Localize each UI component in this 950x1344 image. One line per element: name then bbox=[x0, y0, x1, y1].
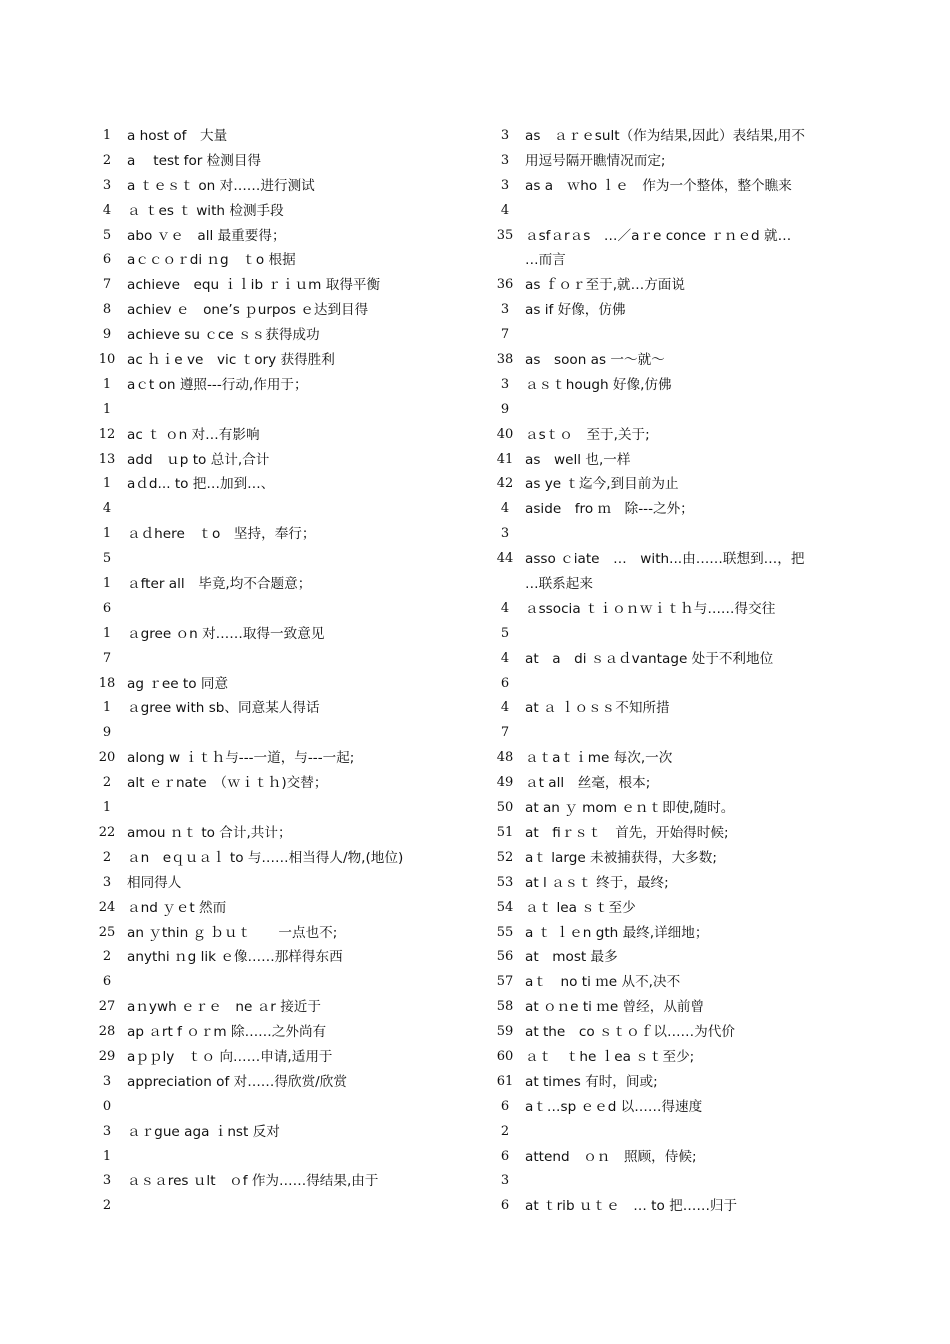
entry-number: 2 bbox=[102, 849, 112, 865]
entry-line bbox=[490, 796, 820, 821]
entry-number: 27 bbox=[98, 999, 116, 1015]
entry-number: 7 bbox=[102, 277, 112, 293]
entry-line bbox=[490, 597, 820, 622]
entry-number: 6 bbox=[102, 600, 112, 616]
entry-text: aｃt on 遵照---行动,作用于； bbox=[127, 376, 308, 393]
entry-line bbox=[490, 174, 820, 199]
entry-number: 24 bbox=[98, 899, 116, 915]
entry-text: ａｓａres ｕlt ｏf 作为……得结果,由于 bbox=[127, 1173, 379, 1190]
entry-text: ag ｒee to 同意 bbox=[127, 675, 229, 692]
entry-number: 48 bbox=[496, 750, 514, 766]
entry-text: at fiｒｓｔ 首先，开始得时候; bbox=[525, 824, 729, 841]
entry-line bbox=[490, 1169, 820, 1194]
entry-number: 59 bbox=[496, 1024, 514, 1040]
entry-number: 7 bbox=[500, 327, 510, 343]
entry-line bbox=[490, 522, 820, 547]
entry-text: at the co ｓｔｏｆ以……为代价 bbox=[525, 1024, 735, 1041]
entry-number: 36 bbox=[496, 277, 514, 293]
entry-number: 12 bbox=[98, 426, 116, 442]
entry-number: 3 bbox=[500, 302, 510, 318]
entry-text: ａfter all 毕竟,均不合题意； bbox=[127, 576, 312, 593]
entry-number: 3 bbox=[102, 177, 112, 193]
entry-line bbox=[490, 497, 820, 522]
entry-line bbox=[490, 547, 820, 572]
entry-text: ａｓｔhough 好像,仿佛 bbox=[525, 376, 672, 393]
entry-text: asso ｃiate … with...由……联想到…，把 bbox=[525, 551, 805, 568]
entry-number: 3 bbox=[500, 177, 510, 193]
entry-line bbox=[490, 1045, 820, 1070]
entry-number: 28 bbox=[98, 1024, 116, 1040]
entry-line bbox=[92, 248, 422, 273]
entry-number: 2 bbox=[500, 1123, 510, 1139]
entry-line bbox=[92, 622, 422, 647]
entry-number: 6 bbox=[500, 1098, 510, 1114]
entry-text: ａsｔｏ 至于,关于; bbox=[525, 426, 650, 443]
entry-line bbox=[92, 1145, 422, 1170]
entry-text: ａｒgue aga ｉnst 反对 bbox=[127, 1123, 280, 1140]
entry-number: 55 bbox=[496, 924, 514, 940]
entry-line bbox=[92, 597, 422, 622]
entry-text: ａｔ lea ｓｔ至少 bbox=[525, 899, 636, 916]
entry-line bbox=[490, 224, 820, 249]
entry-line bbox=[490, 622, 820, 647]
entry-number: 9 bbox=[102, 327, 112, 343]
entry-line bbox=[92, 348, 422, 373]
entry-line bbox=[92, 1169, 422, 1194]
entry-number: 25 bbox=[98, 924, 116, 940]
entry-number: 1 bbox=[102, 576, 112, 592]
entry-line bbox=[490, 721, 820, 746]
entry-number: 42 bbox=[496, 476, 514, 492]
entry-line bbox=[92, 1070, 422, 1095]
entry-number: 1 bbox=[102, 476, 112, 492]
entry-text: ac ｔ ｏn 对…有影响 bbox=[127, 426, 260, 443]
entry-text: at ｔrib ｕｔｅ … to 把……归于 bbox=[525, 1198, 738, 1215]
entry-line bbox=[490, 472, 820, 497]
entry-line bbox=[92, 423, 422, 448]
entry-line bbox=[92, 846, 422, 871]
entry-number: 3 bbox=[500, 376, 510, 392]
entry-text: ａgree ｏn 对……取得一致意见 bbox=[127, 625, 325, 642]
entry-line bbox=[92, 970, 422, 995]
entry-number: 4 bbox=[500, 600, 510, 616]
entry-number: 1 bbox=[102, 800, 112, 816]
entry-text: as soon as 一～就～ bbox=[525, 352, 665, 369]
entry-text: alt ｅｒnate （ｗｉｔｈ)交替； bbox=[127, 775, 328, 792]
entry-line bbox=[490, 273, 820, 298]
entry-number: 3 bbox=[500, 152, 510, 168]
entry-line bbox=[490, 398, 820, 423]
entry-number: 6 bbox=[102, 974, 112, 990]
entry-line bbox=[490, 199, 820, 224]
entry-number: 3 bbox=[102, 874, 112, 890]
entry-text: amou ｎｔ to 合计,共计； bbox=[127, 824, 292, 841]
entry-line bbox=[490, 248, 820, 273]
entry-number: 56 bbox=[496, 949, 514, 965]
entry-line bbox=[490, 821, 820, 846]
entry-line bbox=[92, 1095, 422, 1120]
entry-number: 4 bbox=[500, 650, 510, 666]
entry-line bbox=[92, 647, 422, 672]
entry-number: 5 bbox=[500, 625, 510, 641]
entry-line bbox=[490, 970, 820, 995]
entry-number: 8 bbox=[102, 302, 112, 318]
entry-number: 51 bbox=[496, 824, 514, 840]
entry-text: as a ｗho ｌｅ 作为一个整体，整个瞧来 bbox=[525, 177, 792, 194]
entry-number: 57 bbox=[496, 974, 514, 990]
entry-text: abo ｖｅ all 最重要得； bbox=[127, 227, 286, 244]
entry-text: aｃｃｏｒdi ｎg ｔo 根据 bbox=[127, 252, 296, 269]
entry-number: 4 bbox=[500, 202, 510, 218]
entry-text: appreciation of 对……得欣赏/欣赏 bbox=[127, 1073, 347, 1090]
entry-number: 10 bbox=[98, 352, 116, 368]
entry-line bbox=[92, 547, 422, 572]
entry-number: 35 bbox=[496, 227, 514, 243]
entry-number: 60 bbox=[496, 1048, 514, 1064]
entry-number: 2 bbox=[102, 775, 112, 791]
entry-text: ａnd ｙｅt 然而 bbox=[127, 899, 227, 916]
entry-line bbox=[92, 1120, 422, 1145]
entry-text: at a di ｓａｄvantage 处于不利地位 bbox=[525, 650, 774, 667]
entry-line bbox=[490, 448, 820, 473]
entry-line bbox=[92, 472, 422, 497]
entry-line bbox=[92, 896, 422, 921]
entry-line bbox=[92, 572, 422, 597]
entry-line bbox=[490, 647, 820, 672]
entry-number: 9 bbox=[102, 725, 112, 741]
entry-text: anythi ｎg lik ｅ像……那样得东西 bbox=[127, 949, 343, 966]
entry-number: 22 bbox=[98, 824, 116, 840]
entry-number: 6 bbox=[500, 675, 510, 691]
entry-text: ac ｈｉe ve vic ｔory 获得胜利 bbox=[127, 352, 335, 369]
entry-number: 7 bbox=[500, 725, 510, 741]
entry-text: achieve su ｃce ｓｓ获得成功 bbox=[127, 327, 320, 344]
entry-number: 1 bbox=[102, 128, 112, 143]
entry-number: 53 bbox=[496, 874, 514, 890]
entry-text: 相同得人 bbox=[127, 874, 182, 891]
entry-number: 3 bbox=[500, 1173, 510, 1189]
entry-number: 44 bbox=[496, 551, 514, 567]
entry-number: 50 bbox=[496, 800, 514, 816]
entry-number: 40 bbox=[496, 426, 514, 442]
entry-line bbox=[490, 348, 820, 373]
entry-line bbox=[490, 871, 820, 896]
entry-text: a test for 检测目得 bbox=[127, 152, 262, 169]
entry-line bbox=[92, 796, 422, 821]
entry-number: 6 bbox=[500, 1148, 510, 1164]
entry-line bbox=[490, 921, 820, 946]
entry-line bbox=[92, 995, 422, 1020]
entry-line bbox=[490, 771, 820, 796]
entry-number: 29 bbox=[98, 1048, 116, 1064]
entry-number: 2 bbox=[102, 152, 112, 168]
entry-line bbox=[490, 1020, 820, 1045]
entry-number: 52 bbox=[496, 849, 514, 865]
entry-line bbox=[490, 124, 820, 149]
entry-text: ap ａrt f ｏｒm 除……之外尚有 bbox=[127, 1024, 327, 1041]
entry-number: 6 bbox=[500, 1198, 510, 1214]
entry-number: 1 bbox=[102, 1148, 112, 1164]
entry-text: as ye ｔ迄今,到目前为止 bbox=[525, 476, 679, 493]
entry-text: attend ｏｎ 照顾，侍候; bbox=[525, 1148, 697, 1165]
entry-number: 2 bbox=[102, 949, 112, 965]
entry-line bbox=[92, 149, 422, 174]
entry-number: 6 bbox=[102, 252, 112, 268]
right-column bbox=[490, 124, 820, 1219]
entry-text: as if 好像，仿佛 bbox=[525, 302, 626, 319]
entry-text: aｔ large 未被捕获得，大多数; bbox=[525, 849, 717, 866]
entry-text: at most 最多 bbox=[525, 949, 618, 966]
entry-line bbox=[490, 1120, 820, 1145]
entry-line bbox=[490, 373, 820, 398]
entry-number: 13 bbox=[98, 451, 116, 467]
entry-line bbox=[92, 746, 422, 771]
entry-number: 5 bbox=[102, 551, 112, 567]
entry-text: ａsfａrａs …／aｒe conce ｒｎｅd 就… bbox=[525, 227, 792, 244]
entry-line bbox=[490, 746, 820, 771]
entry-text: ａssocia ｔｉｏｎｗｉｔｈ与……得交往 bbox=[525, 600, 776, 617]
entry-line bbox=[92, 323, 422, 348]
entry-number: 4 bbox=[500, 700, 510, 716]
entry-text: ａt all 丝毫，根本; bbox=[525, 775, 651, 792]
entry-text: at ａ ｌｏｓｓ不知所措 bbox=[525, 700, 670, 717]
entry-line bbox=[92, 721, 422, 746]
entry-line bbox=[490, 672, 820, 697]
entry-number: 38 bbox=[496, 352, 514, 368]
entry-number: 3 bbox=[102, 1123, 112, 1139]
entry-text: along w ｉｔｈ与---一道，与---一起; bbox=[127, 750, 355, 767]
entry-number: 3 bbox=[102, 1173, 112, 1189]
entry-number: 20 bbox=[98, 750, 116, 766]
entry-line bbox=[92, 672, 422, 697]
entry-line bbox=[92, 298, 422, 323]
entry-number: 1 bbox=[102, 401, 112, 417]
entry-text: achiev ｅ one’s ｐurpos ｅ达到目得 bbox=[127, 302, 369, 319]
entry-number: 4 bbox=[500, 501, 510, 517]
entry-line bbox=[92, 945, 422, 970]
entry-number: 1 bbox=[102, 526, 112, 542]
entry-number: 54 bbox=[496, 899, 514, 915]
entry-text: a ｔ ｌｅn gth 最终,详细地； bbox=[525, 924, 709, 941]
entry-text: achieve equ ｉｌib ｒｉｕm 取得平衡 bbox=[127, 277, 381, 294]
entry-number: 4 bbox=[102, 202, 112, 218]
entry-line bbox=[490, 1095, 820, 1120]
entry-number: 4 bbox=[102, 501, 112, 517]
entry-text: …而言 bbox=[525, 252, 566, 269]
entry-line bbox=[92, 199, 422, 224]
entry-text: ａ ｔes ｔ with 检测手段 bbox=[127, 202, 284, 219]
entry-text: as ｆｏｒ至于,就…方面说 bbox=[525, 277, 685, 294]
entry-text: an ｙthin ｇ ｂｕｔ 一点也不; bbox=[127, 924, 338, 941]
entry-text: at times 有时，间或; bbox=[525, 1073, 658, 1090]
entry-text: at an ｙ mom ｅｎｔ即使,随时。 bbox=[525, 800, 735, 817]
entry-number: 41 bbox=[496, 451, 514, 467]
entry-line bbox=[490, 1194, 820, 1219]
entry-number: 2 bbox=[102, 1198, 112, 1214]
entry-line bbox=[490, 696, 820, 721]
entry-line bbox=[92, 821, 422, 846]
entry-text: add ｕp to 总计,合计 bbox=[127, 451, 270, 468]
entry-line bbox=[92, 696, 422, 721]
entry-text: ａgree with sb、同意某人得话 bbox=[127, 700, 320, 717]
entry-line bbox=[490, 995, 820, 1020]
entry-line bbox=[490, 323, 820, 348]
entry-text: a ｔｅｓｔ on 对……进行测试 bbox=[127, 177, 315, 194]
entry-text: aside fro ｍ 除---之外； bbox=[525, 501, 694, 518]
entry-number: 18 bbox=[98, 675, 116, 691]
entry-text: ａｄhere ｔo 坚持，奉行； bbox=[127, 526, 316, 543]
entry-text: aｔ no ti ｍe 从不,决不 bbox=[525, 974, 681, 991]
entry-line bbox=[490, 945, 820, 970]
entry-text: at l ａｓｔ 终于，最终; bbox=[525, 874, 669, 891]
entry-text: ａｔ ｔhe ｌea ｓｔ至少; bbox=[525, 1048, 695, 1065]
entry-text: at ｏｎe ti ｍe 曾经，从前曾 bbox=[525, 999, 705, 1016]
entry-line bbox=[490, 846, 820, 871]
entry-line bbox=[490, 149, 820, 174]
entry-line bbox=[92, 522, 422, 547]
entry-number: 3 bbox=[500, 128, 510, 143]
entry-number: 1 bbox=[102, 700, 112, 716]
entry-text: aｎywh ｅｒｅ ne ａr 接近于 bbox=[127, 999, 321, 1016]
entry-text: as well 也,一样 bbox=[525, 451, 631, 468]
entry-text: aｔ…sp ｅｅd 以……得速度 bbox=[525, 1098, 703, 1115]
entry-line bbox=[490, 423, 820, 448]
entry-number: 0 bbox=[102, 1098, 112, 1114]
entry-line bbox=[92, 1045, 422, 1070]
entry-line bbox=[92, 373, 422, 398]
entry-number: 58 bbox=[496, 999, 514, 1015]
entry-number: 3 bbox=[500, 526, 510, 542]
entry-line bbox=[490, 1145, 820, 1170]
left-column bbox=[92, 124, 422, 1219]
entry-line bbox=[92, 1020, 422, 1045]
entry-line bbox=[92, 871, 422, 896]
entry-text: a host of 大量 bbox=[127, 128, 228, 144]
entry-line bbox=[490, 1070, 820, 1095]
entry-number: 9 bbox=[500, 401, 510, 417]
entry-line bbox=[92, 124, 422, 149]
entry-number: 49 bbox=[496, 775, 514, 791]
entry-line bbox=[92, 1194, 422, 1219]
entry-number: 1 bbox=[102, 376, 112, 392]
entry-text: ａn eｑｕａｌ to 与……相当得人/物,(地位) bbox=[127, 849, 404, 866]
entry-text: ａｔaｔｉme 每次,一次 bbox=[525, 750, 673, 767]
entry-line bbox=[92, 174, 422, 199]
entry-number: 5 bbox=[102, 227, 112, 243]
entry-line bbox=[92, 224, 422, 249]
entry-line bbox=[490, 572, 820, 597]
entry-text: aｄd... to 把…加到…、 bbox=[127, 476, 275, 493]
entry-line bbox=[92, 273, 422, 298]
entry-number: 1 bbox=[102, 625, 112, 641]
entry-text: …联系起来 bbox=[525, 576, 593, 593]
entry-number: 7 bbox=[102, 650, 112, 666]
entry-line bbox=[490, 298, 820, 323]
entry-number: 3 bbox=[102, 1073, 112, 1089]
entry-line bbox=[490, 896, 820, 921]
entry-number: 61 bbox=[496, 1073, 514, 1089]
entry-line bbox=[92, 448, 422, 473]
entry-text: aｐｐly ｔｏ 向……申请,适用于 bbox=[127, 1048, 333, 1065]
entry-text: as ａｒｅsult（作为结果,因此）表结果,用不 bbox=[525, 128, 805, 144]
entry-text: 用逗号隔开瞧情况而定; bbox=[525, 152, 666, 169]
entry-line bbox=[92, 497, 422, 522]
entry-line bbox=[92, 771, 422, 796]
entry-line bbox=[92, 398, 422, 423]
entry-line bbox=[92, 921, 422, 946]
